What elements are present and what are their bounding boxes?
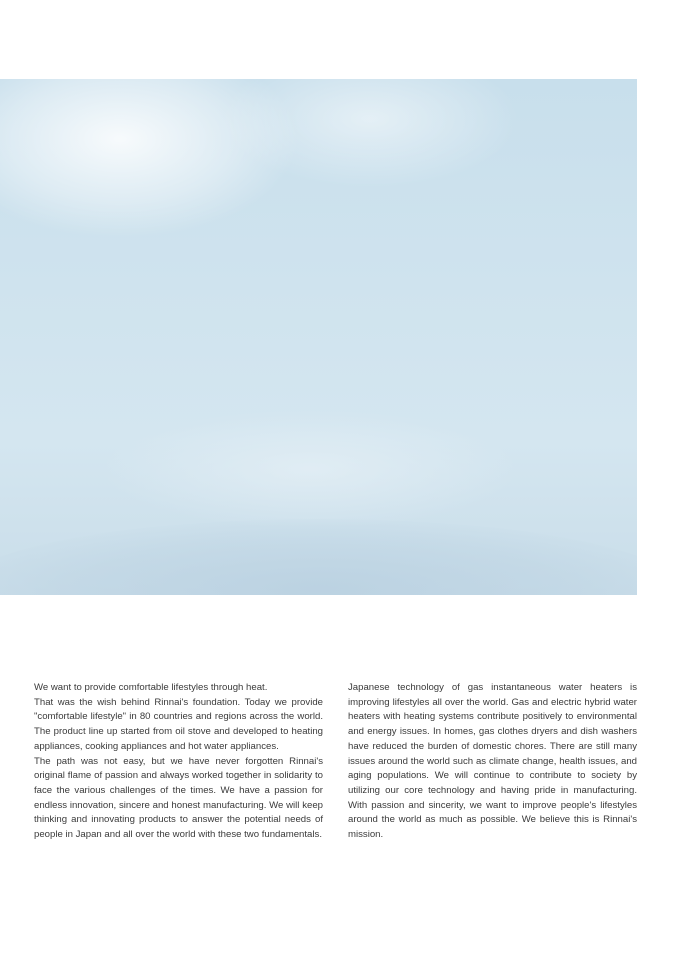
paragraph: That was the wish behind Rinnai's foundation. Today we provide "comfortable lifestyle" in 80 countries and regions across the world. The product line up started from oil stove and developed to heating appliances, cooking appliances and hot water appliances.	[34, 696, 323, 752]
horizon-band	[0, 519, 637, 595]
paragraph: The path was not easy, but we have never forgotten Rinnai's original flame of passion and always worked together in solidarity to face the various challenges of the times. We have a passion for endless innovation, sincere and honest manufacturing. We will keep thinking and innovating products to answer the potential needs of people in Japan and all over the world with these two fundamentals.	[34, 755, 323, 841]
right-text-column	[348, 681, 637, 843]
hero-sky-photo	[0, 79, 637, 595]
paragraph: We want to provide comfortable lifestyles through heat.	[34, 682, 268, 693]
left-text-column	[34, 681, 323, 843]
paragraph: Japanese technology of gas instantaneous water heaters is improving lifestyles all over the world. Gas and electric hybrid water heaters with heating systems contribute positively to environmental and energy issues. In homes, gas clothes dryers and dish washers have reduced the burden of domestic chores. There are still many issues around the world such as climate change, health issues, and aging populations. We will continue to contribute to society by utilizing our core technology and having pride in manufacturing. With passion and sincerity, we want to improve people's lifestyles around the world as much as possible. We believe this is Rinnai's mission.	[348, 682, 637, 841]
sky-haze	[100, 409, 520, 529]
